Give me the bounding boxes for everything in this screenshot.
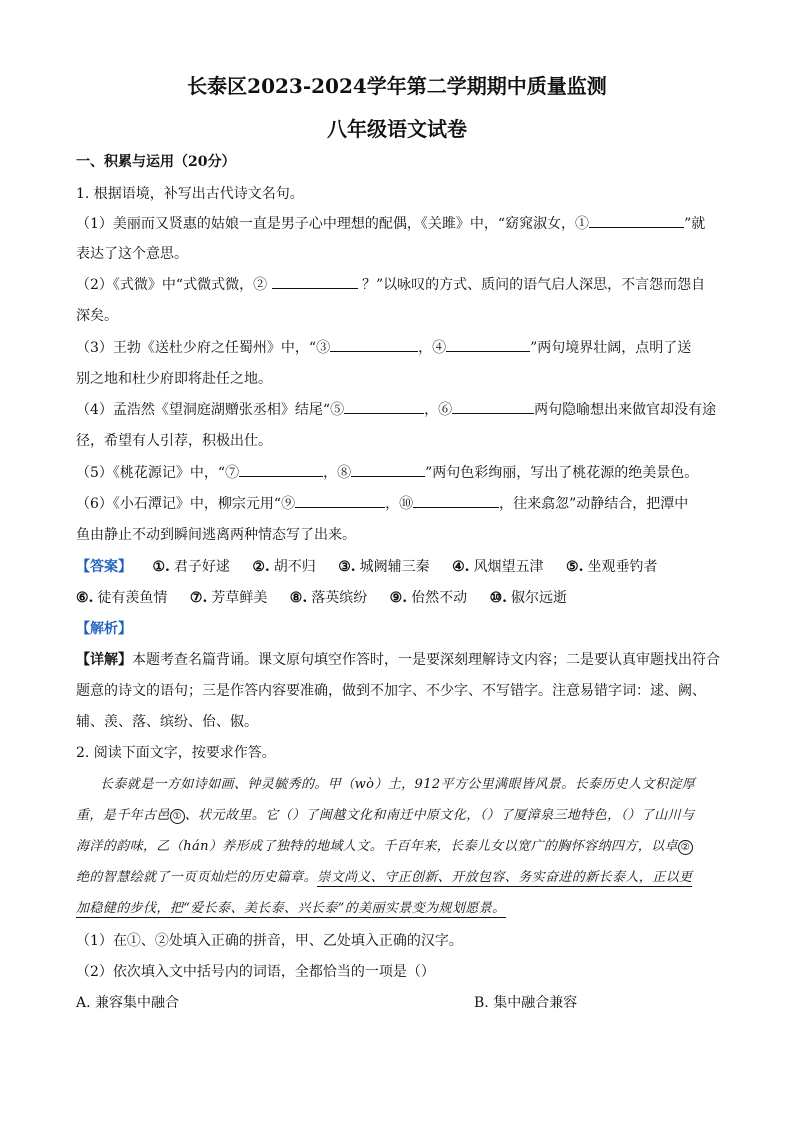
- passage-line-2: 重，是千年古邑 ① 、状元故里。它（）了闽越文化和南迁中原文化，（）了厦漳泉三地特色，（）了山川与: [76, 808, 695, 823]
- q1-item-4-cont: 径，希望有人引荐，积极出仕。: [76, 433, 272, 449]
- q2-sub-2: （2）依次填入文中括号内的词语，全都恰当的一项是（）: [76, 964, 435, 980]
- answer-blank-8[interactable]: [351, 462, 425, 477]
- q1-item-1: （1）美丽而又贤惠的姑娘一直是男子心中理想的配偶，《关雎》中，“窈窕淑女，① ”就: [76, 213, 726, 235]
- analysis-line-3: 辅、羡、落、缤纷、佁、俶。: [76, 714, 258, 730]
- q1-item-5: （5）《桃花源记》中，“⑦ ，⑧ ”两句色彩绚丽，写出了桃花源的绝美景色。: [76, 462, 726, 484]
- answer-item: ⑨. 佁然不动: [389, 590, 468, 606]
- answer-blank-2[interactable]: [272, 274, 358, 289]
- answer-blank-4[interactable]: [446, 337, 530, 352]
- analysis-tag: 【解析】: [76, 621, 132, 637]
- passage-line-3: 海洋的韵味，乙（hán）养形成了独特的地域人文。千百年来，长泰儿女以宽广的胸怀容纳四方，以卓 ②: [76, 836, 726, 858]
- answer-row-2: [76, 587, 726, 609]
- answer-item: ⑩. 俶尔远逝: [489, 590, 567, 606]
- q1-item-4: （4）孟浩然《望洞庭湖赠张丞相》结尾“⑤ ，⑥ 两句隐喻想出来做官却没有途: [76, 399, 726, 421]
- answer-blank-1[interactable]: [589, 213, 684, 228]
- blank-marker-1: ①: [170, 809, 185, 824]
- q1-item-6-cont: 鱼由静止不动到瞬间逃离两种情态写了出来。: [76, 527, 356, 543]
- underlined-sentence: 崇文尚义、守正创新、开放包容、务实奋进的新长泰人，正以更: [317, 870, 693, 885]
- answer-blank-10[interactable]: [413, 493, 499, 508]
- answer-item: ⑧. 落英缤纷: [289, 590, 368, 606]
- answer-blank-3[interactable]: [330, 337, 418, 352]
- option-b[interactable]: B. 集中融合兼容: [474, 995, 578, 1011]
- underlined-sentence-cont: 加稳健的步伐，把“爱长泰、美长泰、兴长泰”的美丽实景变为规划愿景。: [76, 901, 506, 916]
- answer-item: ①. 君子好逑: [152, 559, 230, 575]
- page-title: 长泰区2023-2024学年第二学期期中质量监测: [187, 74, 607, 98]
- analysis-line-2: 题意的诗文的语句；三是作答内容要准确，做到不加字、不少字、不写错字。注意易错字词：逑、阙、: [76, 683, 706, 699]
- q1-item-3: （3）王勃《送杜少府之任蜀州》中，“③ ，④ ”两句境界壮阔，点明了送: [76, 337, 726, 359]
- question-1-stem: 1. 根据语境，补写出古代诗文名句。: [76, 186, 304, 202]
- answer-item: ③. 城阙辅三秦: [338, 559, 430, 575]
- section-heading: 一、积累与运用（20分）: [76, 154, 236, 170]
- passage-line-1: 长泰就是一方如诗如画、钟灵毓秀的。甲（wò）土，912平方公里满眼皆风景。长泰历史人文积淀厚: [100, 777, 696, 792]
- page-subtitle: 八年级语文试卷: [327, 117, 467, 141]
- answer-item: ②. 胡不归: [252, 559, 316, 575]
- q1-item-3-cont: 别之地和杜少府即将赴任之地。: [76, 371, 272, 387]
- q2-options: [76, 992, 726, 1014]
- answer-item: ⑥. 徒有羡鱼情: [76, 590, 168, 606]
- question-2-stem: 2. 阅读下面文字，按要求作答。: [76, 745, 276, 761]
- q1-item-6: （6）《小石潭记》中，柳宗元用“⑨ ，⑩ ，往来翕忽”动静结合，把潭中: [76, 493, 726, 515]
- option-a[interactable]: A. 兼容集中融合: [76, 995, 180, 1011]
- answer-blank-6[interactable]: [452, 399, 534, 414]
- answer-blank-9[interactable]: [295, 493, 385, 508]
- q1-item-2-cont: 深矣。: [76, 308, 118, 324]
- passage-line-5: [76, 898, 726, 920]
- answer-item: ⑦. 芳草鲜美: [189, 590, 268, 606]
- answer-row-1: [76, 556, 726, 578]
- answer-item: ⑤. 坐观垂钓者: [566, 559, 658, 575]
- analysis-line-1: 【详解】本题考查名篇背诵。课文原句填空作答时，一是要深刻理解诗文内容；二是要认真审题找出符合: [76, 652, 720, 668]
- answer-blank-7[interactable]: [239, 462, 323, 477]
- q1-item-1-cont: 表达了这个意思。: [76, 246, 188, 262]
- answer-item: ④. 风烟望五津: [452, 559, 544, 575]
- q1-item-2: （2）《式微》中“式微式微，② ？”以咏叹的方式、质问的语气启人深思，不言怨而怨自: [76, 274, 726, 296]
- answer-tag: 【答案】: [76, 559, 132, 575]
- blank-marker-2: ②: [678, 840, 693, 855]
- q2-sub-1: （1）在①、②处填入正确的拼音，甲、乙处填入正确的汉字。: [76, 933, 463, 949]
- answer-blank-5[interactable]: [344, 399, 424, 414]
- passage-line-4: 绝的智慧绘就了一页页灿烂的历史篇章。崇文尚义、守正创新、开放包容、务实奋进的新长泰人，正以更: [76, 870, 693, 885]
